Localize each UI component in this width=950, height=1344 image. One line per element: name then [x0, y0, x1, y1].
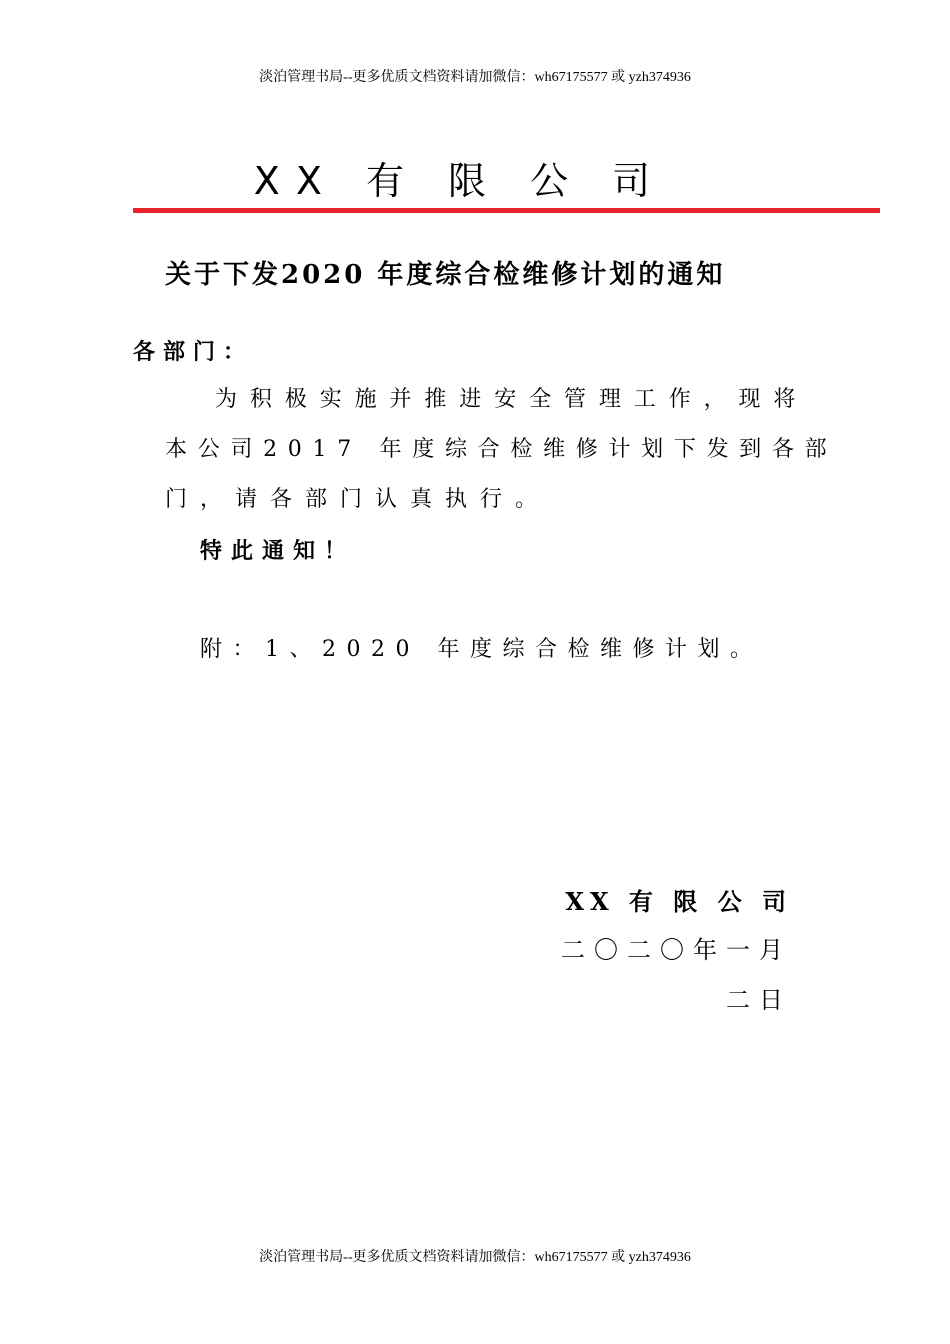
- closing-remark: 特此通知！: [200, 538, 356, 564]
- footer-note: 淡泊管理书局--更多优质文档资料请加微信：wh67175577 或 yzh374936: [259, 1250, 691, 1265]
- red-divider: [133, 208, 880, 213]
- signature-date-day: 二日: [726, 986, 792, 1014]
- signature-company: XX 有 限 公 司: [565, 887, 792, 916]
- notice-title: 关于下发2020 年度综合检维修计划的通知: [165, 260, 726, 290]
- signature-date: 二〇二〇年一月: [561, 936, 792, 964]
- body-line: 为积极实施并推进安全管理工作，现将: [215, 387, 809, 412]
- body-line: 门，请各部门认真执行。: [165, 487, 551, 512]
- greeting: 各部门：: [133, 339, 254, 365]
- header-note: 淡泊管理书局--更多优质文档资料请加微信：wh67175577 或 yzh374936: [259, 70, 691, 85]
- company-title: XX 有 限 公 司: [253, 159, 667, 203]
- attachment-note: 附：1、2020 年度综合检维修计划。: [200, 637, 763, 662]
- body-line: 本公司2017 年度综合检维修计划下发到各部: [165, 437, 838, 462]
